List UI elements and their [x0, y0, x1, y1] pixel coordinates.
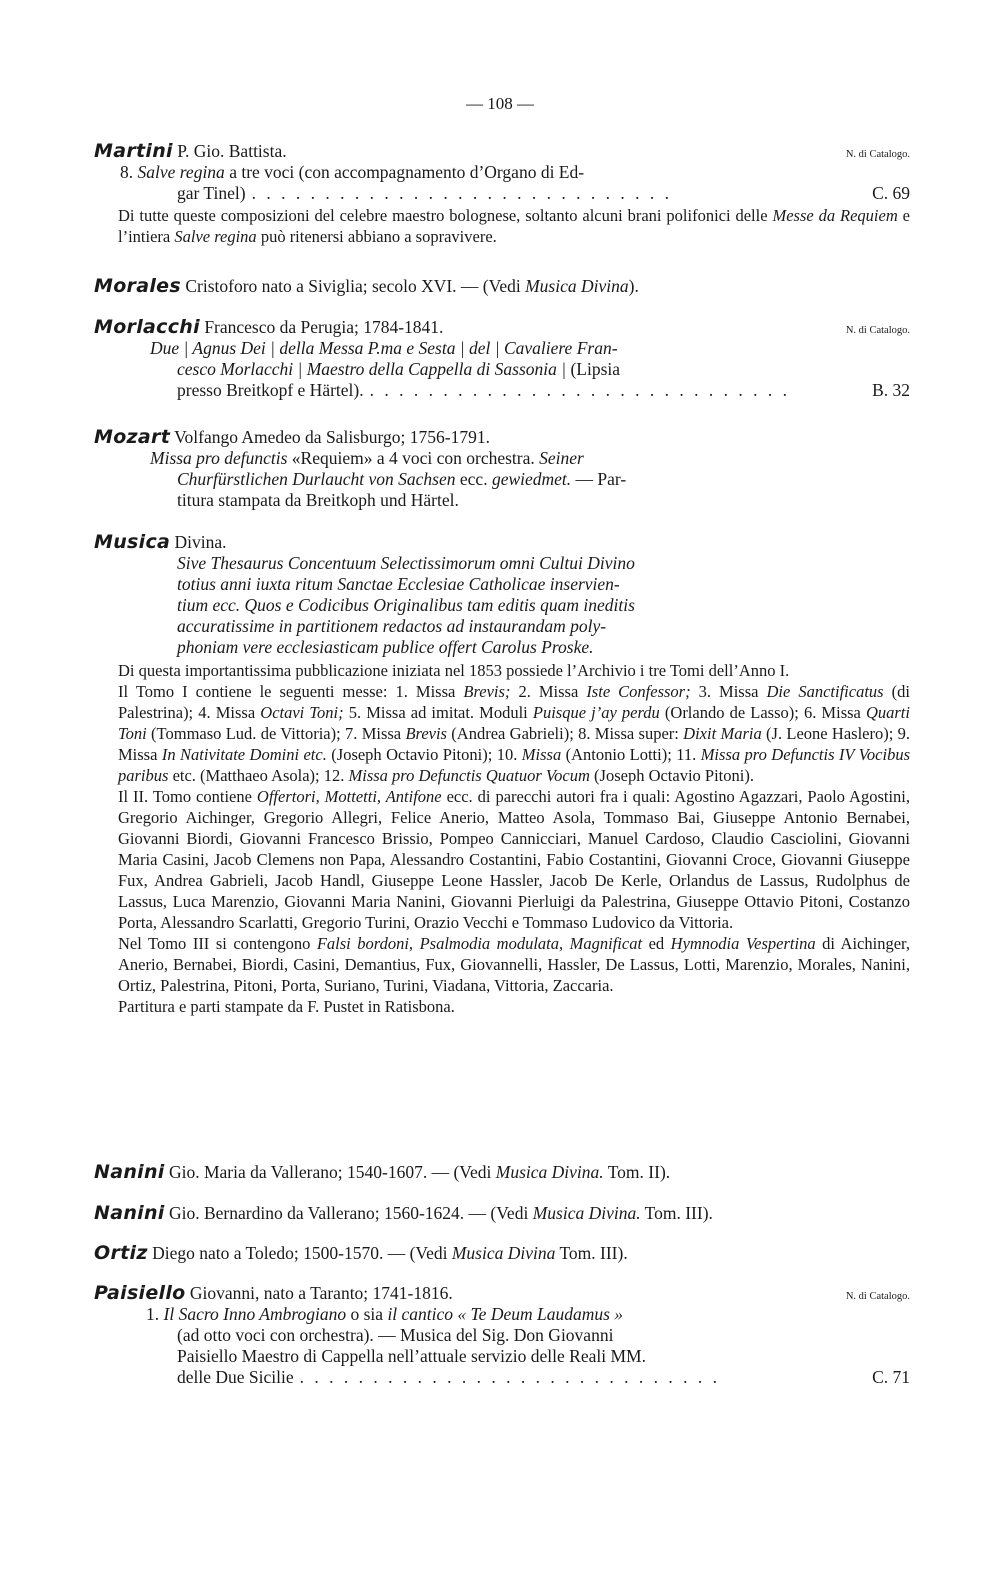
- italic-title: Puisque j’ay perdu: [532, 703, 660, 722]
- entry-nanini-bernardino: Nanini Gio. Bernardino da Vallerano; 1560-1624. — (Vedi Musica Divina. Tom. III).: [94, 1202, 713, 1224]
- text-run: (J. Leone Haslero); 9. Missa: [118, 724, 910, 764]
- text-run: (Andrea Gabrieli); 8. Missa super:: [446, 724, 684, 743]
- italic-title: Die Sanctificatus: [766, 682, 884, 701]
- entry-nanini-maria: Nanini Gio. Maria da Vallerano; 1540-1607. — (Vedi Musica Divina. Tom. II).: [94, 1161, 671, 1183]
- italic-title: In Nativitate Domini etc.: [161, 745, 327, 764]
- catalog-label: N. di Catalogo.: [845, 149, 910, 160]
- text-run: (di Palestrina); 4. Missa: [118, 682, 910, 722]
- work-line: 1. Il Sacro Inno Ambrogiano o sia il cantico « Te Deum Laudamus »: [146, 1304, 624, 1324]
- entry-martini: [94, 141, 910, 247]
- italic-title: Offertori, Mottetti, Antifone: [256, 787, 442, 806]
- text-run: 2. Missa: [510, 682, 587, 701]
- text-run: 5. Missa ad imitat. Moduli: [343, 703, 533, 722]
- entry-morales: Morales Cristoforo nato a Siviglia; secolo XVI. — (Vedi Musica Divina).: [94, 275, 639, 297]
- text-run: (Joseph Octavio Pitoni); 10.: [326, 745, 522, 764]
- work-line: cesco Morlacchi | Maestro della Cappella di Sassonia | (Lipsia: [177, 359, 621, 379]
- catalog-code: B. 32: [872, 380, 910, 400]
- work-line: 8. Salve regina a tre voci (con accompagnamento d’Organo di Ed-: [120, 162, 585, 182]
- latin-title-line: Sive Thesaurus Concentuum Selectissimorum omni Cultui Divino: [177, 553, 635, 573]
- text-run: (Joseph Octavio Pitoni).: [589, 766, 754, 785]
- work-line-code: delle Due Sicilie . . . . . . . . . . . . . . . . . . . . . . . . . . . . . C. 71: [177, 1367, 910, 1387]
- text-run: Il Tomo I contiene le seguenti messe: 1. Missa: [118, 682, 464, 701]
- latin-title-line: accuratissime in partitionem redactos ad instaurandam poly-: [177, 616, 607, 636]
- work-line-code: gar Tinel) . . . . . . . . . . . . . . . . . . . . . . . . . . . . . C. 69: [177, 183, 910, 203]
- italic-title: Quarti Toni: [118, 703, 910, 743]
- italic-title: Iste Confessor;: [586, 682, 691, 701]
- paragraph-tomo-3: [94, 933, 910, 996]
- text-run: (Antonio Lotti); 11.: [561, 745, 701, 764]
- author-name: Martini: [94, 140, 173, 162]
- author-name: Morales: [94, 275, 181, 297]
- latin-title-line: tium ecc. Quos e Codicibus Originalibus tam editis quam ineditis: [177, 595, 635, 615]
- italic-title: Missa: [521, 745, 562, 764]
- note-paragraph: Di tutte queste composizioni del celebre maestro bolognese, soltanto alcuni brani polifonici delle Messe da Requiem e l’intiera Salve regina può ritenersi abbiano a sopravivere.: [118, 206, 911, 246]
- entry-ortiz: Ortiz Diego nato a Toledo; 1500-1570. — (Vedi Musica Divina Tom. III).: [94, 1242, 628, 1264]
- italic-title: Missa pro Defunctis IV Vocibus paribus: [118, 745, 910, 785]
- leader-dots: . . . . . . . . . . . . . . . . . . . . . . . . . . . . .: [299, 1367, 721, 1387]
- work-line: Churfürstlichen Durlaucht von Sachsen ecc. gewiedmet. — Par-: [177, 469, 627, 489]
- paragraph-tomo-1: [94, 681, 910, 786]
- author-name: Morlacchi: [94, 316, 200, 338]
- catalog-code: C. 71: [872, 1367, 910, 1387]
- text-run: 3. Missa: [690, 682, 767, 701]
- paragraph-tomo-2: [94, 786, 910, 933]
- text-run: Nel Tomo III si contengono: [118, 934, 317, 953]
- italic-title: Brevis;: [463, 682, 511, 701]
- latin-title-line: phoniam vere ecclesiasticam publice offert Carolus Proske.: [177, 637, 594, 657]
- entry-morlacchi: Morlacchi Francesco da Perugia; 1784-1841. N. di Catalogo. Due | Agnus Dei | della Messa P.ma e Sesta | del | Cavaliere Fran- cesco Morlacchi | Maestro della Cappella di Sassonia | (Lipsia presso Breitkopf e Härtel). . . . . . . . . . . . . . . . . . . . . . . . . . . . . . B. 32: [94, 316, 910, 400]
- latin-title: [94, 553, 910, 658]
- author-name: Nanini: [94, 1161, 165, 1183]
- author-name: Mozart: [94, 426, 171, 448]
- author-name: Musica: [94, 531, 171, 553]
- text-run: ecc. di parecchi autori fra i quali: Agostino Agazzari, Paolo Agostini, Gregorio Aichinger, Gregorio Allegri, Felice Anerio, Matteo Asola, Tommaso Bai, Giuseppe Antonio Bernabei, Giovanni Biordi, Giovanni Francesco Brissio, Pompeo Cannicciari, Manuel Cardoso, Claudio Casciolini, Giovanni Maria Casini, Jacob Clemens non Papa, Alessandro Costantini, Fabio Costantini, Giovanni Croce, Giovanni Giuseppe Fux, Andrea Gabrieli, Jacob Handl, Giuseppe Leone Hassler, Jacob De Kerle, Orlandus de Lassus, Rudolphus de Lassus, Luca Marenzio, Giovanni Maria Nanini, Giovanni Pierluigi da Palestrina, Giuseppe Ottavio Pitoni, Costanzo Porta, Alessandro Scarlatti, Gregorio Turini, Orazio Vecchi e Tommaso Ludovico da Vittoria.: [118, 787, 911, 932]
- text-run: etc. (Matthaeo Asola); 12.: [168, 766, 349, 785]
- text-run: ed: [642, 934, 671, 953]
- italic-title: Dixit Maria: [683, 724, 762, 743]
- author-details: P. Gio. Battista.: [172, 141, 287, 161]
- text-run: di Aichinger, Anerio, Bernabei, Biordi, Casini, Demantius, Fux, Giovannelli, Hassler, De Lassus, Lotti, Marenzio, Morales, Nanini, Ortiz, Palestrina, Pitoni, Porta, Suriano, Turini, Viadana, Vittoria, Zaccaria.: [118, 934, 910, 995]
- text-run: (Orlando de Lasso); 6. Missa: [659, 703, 866, 722]
- text-run: (Tommaso Lud. de Vittoria); 7. Missa: [146, 724, 406, 743]
- leader-dots: . . . . . . . . . . . . . . . . . . . . . . . . . . . . .: [251, 183, 672, 203]
- paragraph-publisher: Partitura e parti stampate da F. Pustet in Ratisbona.: [118, 997, 455, 1016]
- entry-musica-divina: Musica Divina. Sive Thesaurus Concentuum Selectissimorum omni Cultui Divino totius anni iuxta ritum Sanctae Ecclesiae Catholicae inservien- tium ecc. Quos e Codicibus Originalibus tam editis quam ineditis accuratissime in partitionem redactos ad instaurandam poly- phoniam vere ecclesiasticam publice offert Carolus Proske. Di questa importantissima pubblicazione iniziata nel 1853 possiede l’Archivio i tre Tomi dell’Anno I. Il Tomo I contiene le seguenti messe: 1. Missa Brevis; 2. Missa Iste Confessor; 3. Missa Die Sanctificatus (di Palestrina); 4. Missa Octavi Toni; 5. Missa ad imitat. Moduli Puisque j’ay perdu (Orlando de Lasso); 6. Missa Quarti Toni (Tommaso Lud. de Vittoria); 7. Missa Brevis (Andrea Gabrieli); 8. Missa super: Dixit Maria (J. Leone Haslero); 9. Missa In Nativitate Domini etc. (Joseph Octavio Pitoni); 10. Missa (Antonio Lotti); 11. Missa pro Defunctis IV Vocibus paribus etc. (Matthaeo Asola); 12. Missa pro Defunctis Quatuor Vocum (Joseph Octavio Pitoni). Il II. Tomo contiene Offertori, Mottetti, Antifone ecc. di parecchi autori fra i quali: Agostino Agazzari, Paolo Agostini, Gregorio Aichinger, Gregorio Allegri, Felice Anerio, Matteo Asola, Tommaso Bai, Giuseppe Antonio Bernabei, Giovanni Biordi, Giovanni Francesco Brissio, Pompeo Cannicciari, Manuel Cardoso, Claudio Casciolini, Giovanni Maria Casini, Jacob Clemens non Papa, Alessandro Costantini, Fabio Costantini, Giovanni Croce, Giovanni Giuseppe Fux, Andrea Gabrieli, Jacob Handl, Giuseppe Leone Hassler, Jacob De Kerle, Orlandus de Lassus, Rudolphus de Lassus, Luca Marenzio, Giovanni Maria Nanini, Giovanni Pierluigi da Palestrina, Giuseppe Ottavio Pitoni, Costanzo Porta, Alessandro Scarlatti, Gregorio Turini, Orazio Vecchi e Tommaso Ludovico da Vittoria. Nel Tomo III si contengono Falsi bordoni, Psalmodia modulata, Magnificat ed Hymnodia Vespertina di Aichinger, Anerio, Bernabei, Biordi, Casini, Demantius, Fux, Giovannelli, Hassler, De Lassus, Lotti, Marenzio, Morales, Nanini, Ortiz, Palestrina, Pitoni, Porta, Suriano, Turini, Viadana, Vittoria, Zaccaria. Partitura e parti stampate da F. Pustet in Ratisbona.: [94, 531, 911, 1016]
- author-name: Ortiz: [94, 1242, 148, 1264]
- paragraph-intro: Di questa importantissima pubblicazione iniziata nel 1853 possiede l’Archivio i tre Tomi dell’Anno I.: [118, 661, 790, 680]
- italic-title: Brevis: [405, 724, 447, 743]
- entry-paisiello: Paisiello Giovanni, nato a Taranto; 1741-1816. N. di Catalogo. 1. Il Sacro Inno Ambrogiano o sia il cantico « Te Deum Laudamus » (ad otto voci con orchestra). — Musica del Sig. Don Giovanni Paisiello Maestro di Cappella nell’attuale servizio delle Reali MM. delle Due Sicilie . . . . . . . . . . . . . . . . . . . . . . . . . . . . . C. 71: [94, 1282, 910, 1387]
- italic-title: Missa pro Defunctis Quatuor Vocum: [348, 766, 590, 785]
- catalog-code: C. 69: [872, 183, 910, 203]
- work-line: (ad otto voci con orchestra). — Musica del Sig. Don Giovanni: [177, 1325, 614, 1345]
- italic-title: Falsi bordoni, Psalmodia modulata, Magnificat: [316, 934, 643, 953]
- entry-mozart: Mozart Volfango Amedeo da Salisburgo; 1756-1791. Missa pro defunctis «Requiem» a 4 voci con orchestra. Seiner Churfürstlichen Durlaucht von Sachsen ecc. gewiedmet. — Par- titura stampata da Breitkoph und Härtel.: [94, 427, 910, 511]
- latin-title-line: totius anni iuxta ritum Sanctae Ecclesiae Catholicae inservien-: [177, 574, 620, 594]
- work-line-code: presso Breitkopf e Härtel). . . . . . . . . . . . . . . . . . . . . . . . . . . . . . B. 32: [177, 380, 910, 400]
- author-name: Nanini: [94, 1202, 165, 1224]
- leader-dots: . . . . . . . . . . . . . . . . . . . . . . . . . . . . .: [369, 380, 790, 400]
- italic-title: Octavi Toni;: [260, 703, 344, 722]
- work-line: Paisiello Maestro di Cappella nell’attuale servizio delle Reali MM.: [177, 1346, 646, 1366]
- author-name: Paisiello: [94, 1282, 186, 1304]
- text-run: Il II. Tomo contiene: [118, 787, 257, 806]
- catalog-label: N. di Catalogo.: [845, 1291, 910, 1302]
- work-line: titura stampata da Breitkoph und Härtel.: [177, 490, 459, 510]
- page-number: — 108 —: [466, 94, 534, 113]
- catalog-label: N. di Catalogo.: [845, 325, 910, 336]
- work-line: Due | Agnus Dei | della Messa P.ma e Sesta | del | Cavaliere Fran-: [150, 338, 618, 358]
- italic-title: Hymnodia Vespertina: [670, 934, 816, 953]
- work-line: Missa pro defunctis «Requiem» a 4 voci con orchestra. Seiner: [150, 448, 584, 468]
